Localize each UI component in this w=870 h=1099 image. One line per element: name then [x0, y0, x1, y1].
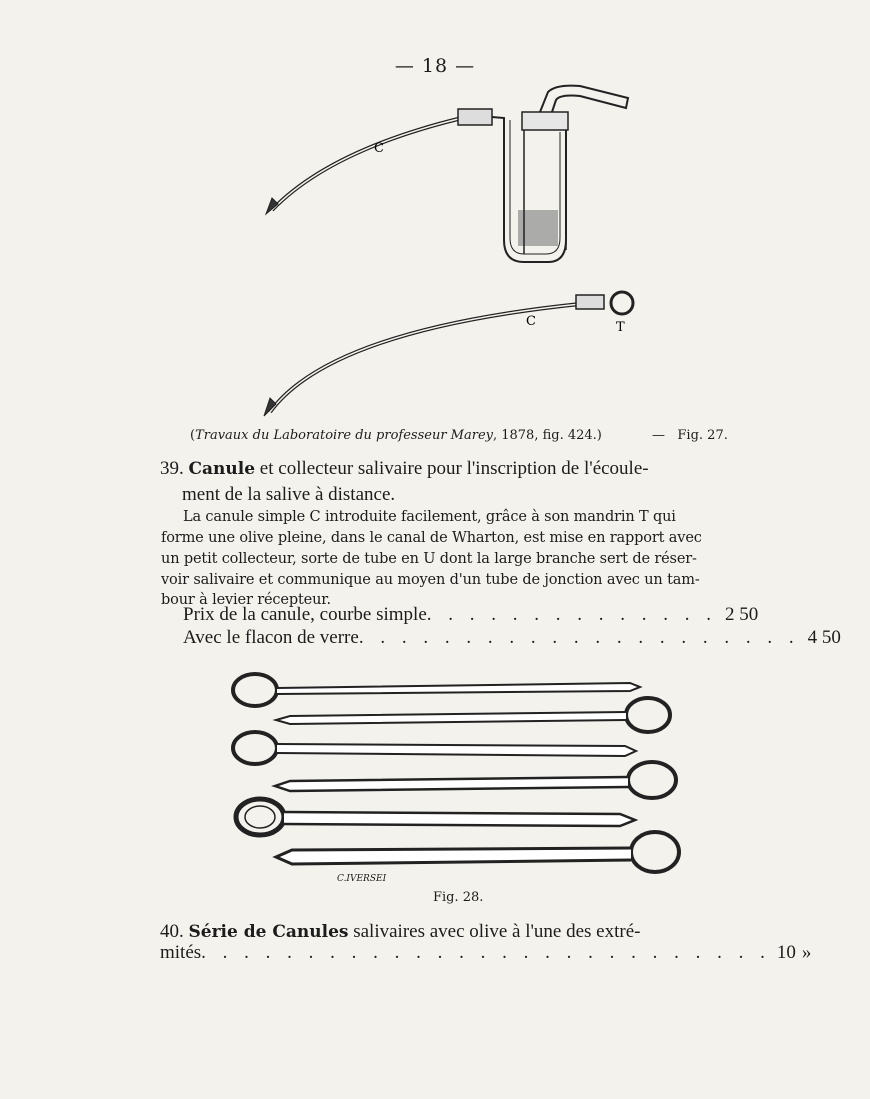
item-39-description-line: La canule simple C introduite facilement, grâce à son mandrin T qui: [183, 509, 676, 525]
caption-source-rest: , 1878, fig. 424.): [492, 428, 602, 443]
item-40-number: 40.: [160, 921, 184, 942]
label-t: T: [616, 320, 625, 335]
item-39-title-rest: et collecteur salivaire pour l'inscription de l'écoule-: [255, 458, 649, 479]
item-39-description-line: voir salivaire et communique au moyen d'un tube de jonction avec un tam-: [161, 572, 700, 588]
price-leader-dots: . . . . . . . . . . . . . . . . . . . . .: [358, 627, 800, 648]
item-39-title-bold: Canule: [188, 459, 256, 479]
item-39-description-line: forme une olive pleine, dans le canal de Wharton, est mise en rapport avec: [161, 530, 702, 546]
item-40-title-bold: Série de Canules: [188, 922, 349, 942]
price-label: Avec le flacon de verre: [183, 627, 359, 648]
caption-dash: —: [652, 428, 665, 443]
canula-5: [236, 799, 635, 835]
price-value: 2 50: [725, 604, 759, 625]
engraver-signature: C.IVERSEI: [337, 874, 387, 884]
item-40-title-rest: salivaires avec olive à l'une des extré-: [348, 921, 641, 942]
price-value: 4 50: [807, 627, 841, 648]
price-value: 10: [776, 942, 796, 963]
label-c-top: C: [374, 141, 384, 156]
item-40-line2: mités: [160, 942, 202, 963]
canula-3: [233, 732, 636, 764]
canula-1: [233, 674, 640, 706]
item-39-number: 39.: [160, 458, 184, 479]
figure-27-number: Fig. 27.: [677, 428, 728, 443]
canula-6: [276, 832, 679, 872]
figure-28-label: Fig. 28.: [433, 890, 484, 905]
item-40-price-row: [160, 942, 812, 964]
canula-4: [275, 762, 676, 798]
canula-series: [233, 674, 679, 872]
price-leader-dots: . . . . . . . . . . . . . . . . . . . . . . . . . . .: [201, 942, 771, 963]
item-39-title-line2: ment de la salive à distance.: [182, 484, 396, 505]
page-number: — 18 —: [394, 55, 476, 77]
caption-open-paren: (: [190, 428, 196, 443]
caption-source-italic: Travaux du Laboratoire du professeur Marey: [195, 428, 493, 443]
item-39-description-line: un petit collecteur, sorte de tube en U dont la large branche sert de réser-: [161, 551, 697, 567]
price-suffix: »: [801, 942, 812, 963]
price-label: Prix de la canule, courbe simple: [183, 604, 427, 625]
canula-2: [276, 698, 670, 732]
label-c-bottom: C: [526, 314, 536, 329]
price-leader-dots: . . . . . . . . . . . . . .: [426, 604, 718, 625]
item-39-description-line: bour à levier récepteur.: [161, 592, 331, 608]
